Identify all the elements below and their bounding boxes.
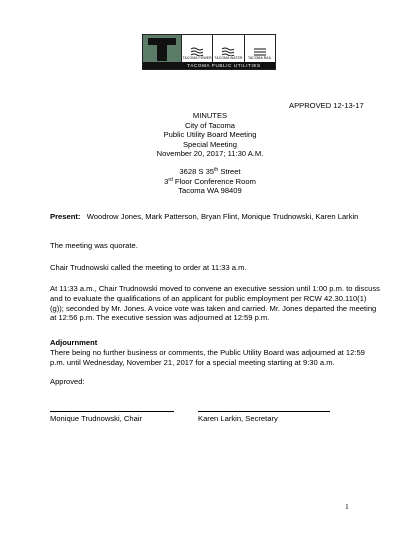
adjournment-section [50, 338, 380, 367]
tacoma-public-utilities-logo [142, 34, 276, 70]
chair-signature-line [50, 411, 174, 412]
logo-cell-rail [244, 35, 275, 62]
adjournment-text: There being no further business or comments, the Public Utility Board was adjourned at 12:59 p.m. until Wednesday, November 21, 2017 for a special meeting starting at 9:30 a.m. [50, 347, 365, 367]
adjournment-heading: Adjournment [50, 338, 98, 347]
secretary-signature-line [198, 411, 330, 412]
logo-cell-water [212, 35, 243, 62]
page-number: 1 [345, 502, 349, 511]
present-label: Present: [50, 212, 81, 221]
minutes-heading [0, 111, 420, 159]
executive-session-paragraph: At 11:33 a.m., Chair Trudnowski moved to convene an executive session until 1:00 p.m. to discuss and to evaluate the qualifications of an applicant for public employment per RCW 42.30.110(1)(g)); seconded by Mr. Jones. A voice vote was taken and carried. Mr. Jones departed the meeting at 12:56 p.m. The executive session was adjourned at 12:59 p.m. [50, 284, 380, 323]
present-names: Woodrow Jones, Mark Patterson, Bryan Flint, Monique Trudnowski, Karen Larkin [86, 212, 359, 221]
water-wave-icon [221, 46, 235, 56]
logo-cell-power [181, 35, 212, 62]
chair-signature-label: Monique Trudnowski, Chair [50, 414, 143, 423]
secretary-signature-label: Karen Larkin, Secretary [198, 414, 278, 423]
present-paragraph [50, 212, 380, 222]
logo-label-power: TACOMA POWER [182, 56, 212, 61]
location-street: 3628 S 35th Street [179, 167, 241, 176]
meeting-location [0, 167, 420, 196]
power-wave-icon [190, 46, 204, 56]
board-name: Public Utility Board Meeting [163, 130, 257, 140]
meeting-type: Special Meeting [182, 139, 238, 149]
minutes-title: MINUTES [192, 111, 228, 120]
logo-band: TACOMA PUBLIC UTILITIES [143, 62, 275, 69]
logo-label-water: TACOMA WATER [214, 56, 243, 61]
called-to-order-paragraph: Chair Trudnowski called the meeting to order at 11:33 a.m. [50, 263, 247, 272]
location-floor: 3rd Floor Conference Room [164, 176, 256, 186]
quorate-paragraph: The meeting was quorate. [50, 241, 138, 250]
logo-label-rail: TACOMA RAIL [247, 56, 272, 61]
org-name: City of Tacoma [184, 120, 236, 130]
approved-label: Approved: [50, 377, 85, 386]
rail-wave-icon [253, 46, 267, 56]
location-city: Tacoma WA 98409 [178, 186, 242, 196]
meeting-datetime: November 20, 2017; 11:30 A.M. [156, 149, 264, 159]
approved-stamp: APPROVED 12-13-17 [289, 101, 364, 110]
t-logo-icon [143, 35, 181, 62]
